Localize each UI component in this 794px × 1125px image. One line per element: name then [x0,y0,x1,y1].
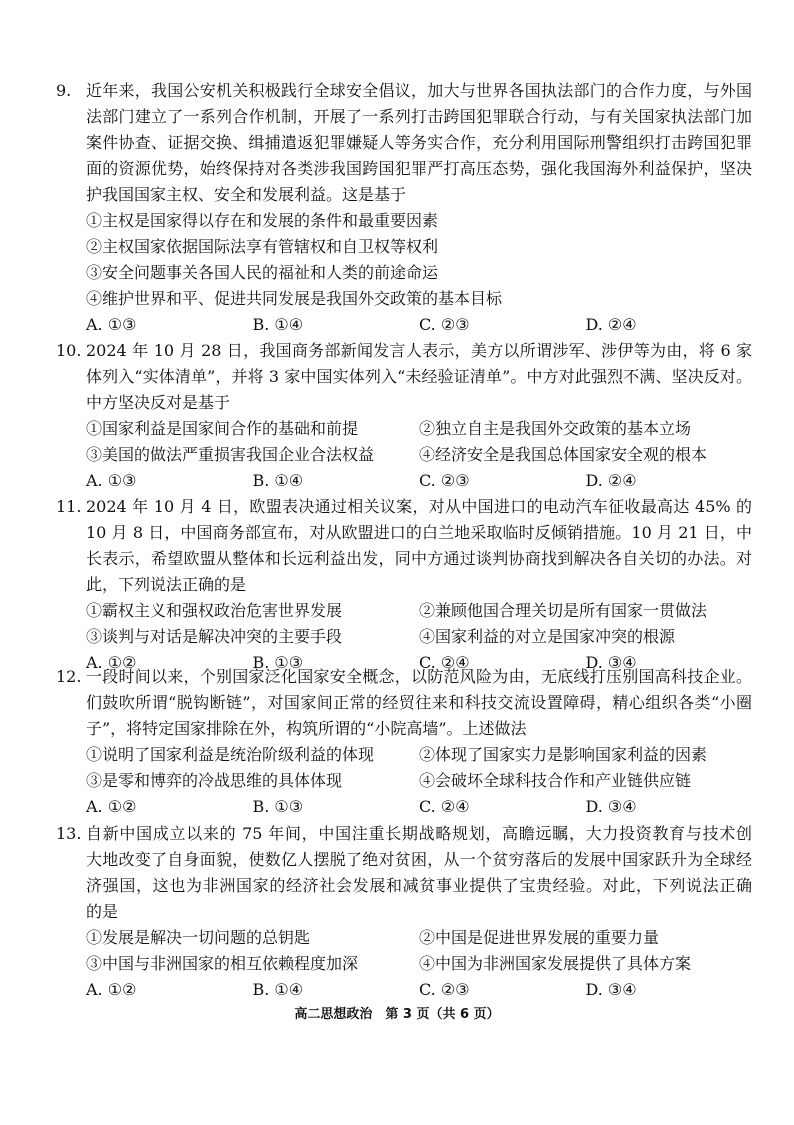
choice-d[interactable]: D. ③④ [585,653,637,672]
statement-row [56,925,752,951]
choice-c[interactable]: C. ②④ [419,653,470,672]
choice-c[interactable]: C. ②③ [419,980,470,999]
question-stem-text: 一段时间以来，个别国家泛化国家安全概念，以防范风险为由，无底线打压别国高科技企业。 [86,667,752,686]
statement-row [56,416,752,442]
statement-3: ③安全问题事关各国人民的福祉和人类的前途命运 [86,263,439,282]
choice-d[interactable]: D. ③④ [585,797,637,816]
question-12 [56,664,752,820]
choice-d[interactable]: D. ②④ [585,315,637,334]
statement-2: ②主权国家依据国际法享有管辖权和自卫权等权利 [86,237,439,256]
question-stem-line: 面的资源优势，始终保持对各类涉我国跨国犯罪严打高压态势，强化我国海外利益保护，坚决 [86,159,752,178]
question-stem-text: 近年来，我国公安机关积极践行全球安全倡议，加大与世界各国执法部门的合作力度，与外国 [86,81,752,100]
statement-row [56,598,752,624]
choice-a[interactable]: A. ①③ [86,315,137,334]
question-stem-text: 2024 年 10 月 4 日，欧盟表决通过相关议案，对从中国进口的电动汽车征收最高达 45% 的 [86,497,752,516]
choice-b[interactable]: B. ①③ [252,653,304,672]
statement-1: ①霸权主义和强权政治危害世界发展 [86,601,343,620]
choice-b[interactable]: B. ①③ [252,797,304,816]
question-stem-line [56,338,752,364]
statement-3: ③中国与非洲国家的相互依赖程度加深 [86,954,359,973]
question-13 [56,821,752,1003]
question-stem-line: 10 月 8 日，中国商务部宣布，对从欧盟进口的白兰地采取临时反倾销措施。10 月 21 日，中 [86,523,752,542]
statement-4: ④中国为非洲国家发展提供了具体方案 [419,954,692,973]
question-stem-line [56,494,752,520]
question-stem-line: 护我国国家主权、安全和发展利益。这是基于 [86,185,407,204]
question-10 [56,338,752,494]
question-number: 12. [56,667,82,686]
choice-b[interactable]: B. ①④ [252,471,304,490]
question-stem-line [56,664,752,690]
question-number: 13. [56,824,82,843]
statement-2: ②独立自主是我国外交政策的基本立场 [419,419,692,438]
statement-4: ④国家利益的对立是国家冲突的根源 [419,627,676,646]
question-stem-text: 2024 年 10 月 28 日，我国商务部新闻发言人表示，美方以所谓涉军、涉伊等为由，将 6 家 [86,341,752,360]
choice-a[interactable]: A. ①② [86,653,137,672]
question-number: 10. [56,341,82,360]
choice-a[interactable]: A. ①② [86,980,137,999]
question-stem-line [56,821,752,847]
statement-2: ②体现了国家实力是影响国家利益的因素 [419,745,708,764]
choice-c[interactable]: C. ②③ [419,471,470,490]
statement-row [56,742,752,768]
statement-4: ④会破坏全球科技合作和产业链供应链 [419,771,692,790]
question-stem-line: 法部门建立了一系列合作机制，开展了一系列打击跨国犯罪联合行动，与有关国家执法部门加 [86,107,752,126]
choice-a[interactable]: A. ①② [86,797,137,816]
choice-d[interactable]: D. ③④ [585,980,637,999]
choice-c[interactable]: C. ②③ [419,315,470,334]
question-stem-line: 大地改变了自身面貌，使数亿人摆脱了绝对贫困，从一个贫穷落后的发展中国家跃升为全球经 [86,850,752,869]
statement-3: ③美国的做法严重损害我国企业合法权益 [86,445,375,464]
statement-row [56,624,752,650]
page-footer: 高二思想政治 第 3 页（共 6 页） [294,1007,500,1022]
statement-2: ②兼顾他国合理关切是所有国家一贯做法 [419,601,708,620]
question-stem-line: 的是 [86,902,119,921]
question-11 [56,494,752,676]
statement-row [56,442,752,468]
statement-3: ③是零和博弈的冷战思维的具体体现 [86,771,343,790]
question-stem-line: 中方坚决反对是基于 [86,393,231,412]
statement-2: ②中国是促进世界发展的重要力量 [419,928,660,947]
question-stem-line: 子”，将特定国家排除在外，构筑所谓的“小院高墙”。上述做法 [86,719,527,738]
choice-c[interactable]: C. ②④ [419,797,470,816]
answer-choices [56,794,752,820]
statement-row [56,768,752,794]
question-stem-line: 此，下列说法正确的是 [86,575,247,594]
answer-choices [56,468,752,494]
choice-b[interactable]: B. ①④ [252,315,304,334]
question-stem-text: 自新中国成立以来的 75 年间，中国注重长期战略规划，高瞻远瞩，大力投资教育与技术创 [86,824,752,843]
statement-1: ①国家利益是国家间合作的基础和前提 [86,419,359,438]
question-stem-line: 案件协查、证据交换、缉捕遣返犯罪嫌疑人等务实合作，充分利用国际刑警组织打击跨国犯罪 [86,133,752,152]
statement-1: ①主权是国家得以存在和发展的条件和最重要因素 [86,211,439,230]
question-stem-line: 长表示，希望欧盟从整体和长远利益出发，同中方通过谈判协商找到解决各自关切的办法。对 [86,549,752,568]
question-stem-line: 们鼓吹所谓“脱钩断链”，对国家间正常的经贸往来和科技交流设置障碍，精心组织各类“小圈 [86,693,752,712]
choice-a[interactable]: A. ①③ [86,471,137,490]
statement-row [56,951,752,977]
statement-3: ③谈判与对话是解决冲突的主要手段 [86,627,343,646]
question-stem-line [56,78,752,104]
answer-choices [56,312,752,338]
question-stem-line: 济强国，这也为非洲国家的经济社会发展和减贫事业提供了宝贵经验。对此，下列说法正确 [86,876,752,895]
choice-d[interactable]: D. ②④ [585,471,637,490]
answer-choices [56,977,752,1003]
question-number: 9. [56,81,72,100]
statement-4: ④经济安全是我国总体国家安全观的根本 [419,445,708,464]
question-stem-line: 体列入“实体清单”，并将 3 家中国实体列入“未经验证清单”。中方对此强烈不满、坚决反对。 [86,367,752,386]
statement-4: ④维护世界和平、促进共同发展是我国外交政策的基本目标 [86,289,503,308]
statement-1: ①说明了国家利益是统治阶级利益的体现 [86,745,375,764]
question-9 [56,78,752,338]
choice-b[interactable]: B. ①④ [252,980,304,999]
question-number: 11. [56,497,82,516]
statement-1: ①发展是解决一切问题的总钥匙 [86,928,311,947]
